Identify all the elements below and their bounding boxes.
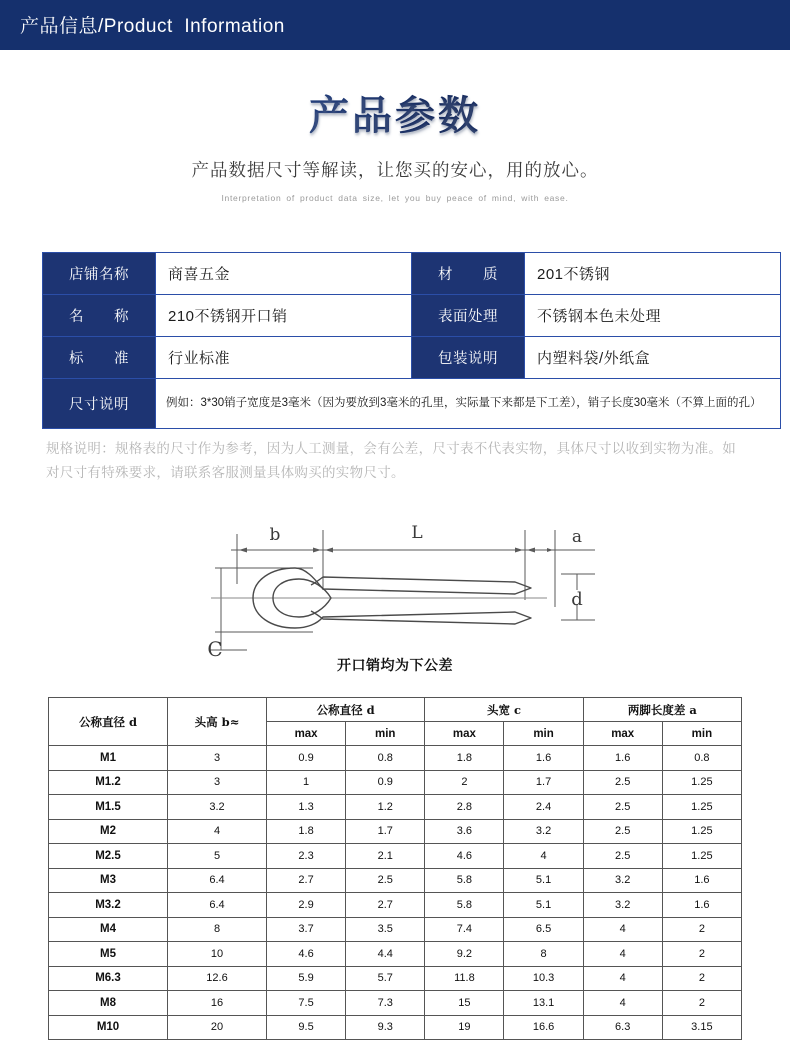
cell-nominal-diameter: M2.5 — [49, 844, 168, 869]
banner-title: 产品信息/Product Information — [20, 16, 285, 37]
table-row — [49, 966, 742, 991]
cell-value: 5.8 — [425, 893, 504, 918]
cell-value: 9.3 — [346, 1015, 425, 1040]
cell-value: 7.3 — [346, 991, 425, 1016]
cell-value: 4 — [583, 966, 662, 991]
cell-nominal-diameter: M10 — [49, 1015, 168, 1040]
table-row — [43, 379, 781, 429]
cell-value: 2 — [425, 770, 504, 795]
col-header-head-width-max: max — [425, 722, 504, 746]
table-row — [49, 819, 742, 844]
cell-value: 3.7 — [267, 917, 346, 942]
cell-value: 3.5 — [346, 917, 425, 942]
table-row — [49, 795, 742, 820]
tolerance-note: 开口销均为下公差 — [337, 657, 453, 673]
cell-nominal-diameter: M4 — [49, 917, 168, 942]
col-header-leg-diff-min: min — [662, 722, 741, 746]
cell-value: 5.8 — [425, 868, 504, 893]
cell-nominal-diameter: M3.2 — [49, 893, 168, 918]
cell-value: 1.25 — [662, 795, 741, 820]
table-row — [49, 1015, 742, 1040]
table-row — [49, 770, 742, 795]
cell-value: 1.25 — [662, 844, 741, 869]
col-header-diameter-min: min — [346, 722, 425, 746]
cell-value: 1.7 — [346, 819, 425, 844]
cell-head-height: 16 — [168, 991, 267, 1016]
cell-head-height: 12.6 — [168, 966, 267, 991]
cell-value: 2 — [662, 942, 741, 967]
product-info-body — [43, 253, 781, 429]
cell-value: 5.1 — [504, 893, 583, 918]
dimension-label-L: L — [411, 523, 423, 543]
cell-value: 2.7 — [267, 868, 346, 893]
col-header-group-head-width: 头宽 c — [425, 698, 583, 722]
specification-table — [48, 697, 742, 1040]
cell-value: 7.5 — [267, 991, 346, 1016]
cell-value: 3.2 — [504, 819, 583, 844]
cell-value: 3.6 — [425, 819, 504, 844]
col-header-diameter-max: max — [267, 722, 346, 746]
info-value-product-name: 210不锈钢开口销 — [156, 295, 412, 337]
cotter-pin-diagram — [195, 512, 615, 662]
info-value-standard: 行业标准 — [156, 337, 412, 379]
cell-value: 16.6 — [504, 1015, 583, 1040]
cell-value: 2.4 — [504, 795, 583, 820]
cell-value: 2.5 — [583, 844, 662, 869]
dimension-label-C: C — [207, 637, 223, 661]
cell-value: 4.6 — [267, 942, 346, 967]
col-header-group-leg-length-diff: 两脚长度差 a — [583, 698, 741, 722]
cell-value: 4.6 — [425, 844, 504, 869]
col-header-group-diameter: 公称直径 d — [267, 698, 425, 722]
col-header-leg-diff-max: max — [583, 722, 662, 746]
cell-value: 1.3 — [267, 795, 346, 820]
cell-nominal-diameter: M8 — [49, 991, 168, 1016]
cell-value: 2.8 — [425, 795, 504, 820]
cell-value: 8 — [504, 942, 583, 967]
cell-value: 1.8 — [425, 746, 504, 771]
table-row — [49, 746, 742, 771]
cell-head-height: 8 — [168, 917, 267, 942]
table-row — [49, 893, 742, 918]
info-value-surface-treatment: 不锈钢本色未处理 — [525, 295, 781, 337]
info-label-surface-treatment: 表面处理 — [412, 295, 525, 337]
cell-value: 4 — [504, 844, 583, 869]
cell-value: 15 — [425, 991, 504, 1016]
cell-head-height: 6.4 — [168, 868, 267, 893]
cell-value: 5.1 — [504, 868, 583, 893]
info-label-packaging: 包装说明 — [412, 337, 525, 379]
cell-value: 3.2 — [583, 868, 662, 893]
info-label-standard: 标 准 — [43, 337, 156, 379]
cell-value: 4.4 — [346, 942, 425, 967]
cell-value: 9.5 — [267, 1015, 346, 1040]
page-header-banner — [0, 0, 790, 50]
cell-value: 1.6 — [504, 746, 583, 771]
info-label-shop-name: 店铺名称 — [43, 253, 156, 295]
cell-value: 6.5 — [504, 917, 583, 942]
cotter-pin-drawing — [195, 512, 615, 662]
cell-value: 2.3 — [267, 844, 346, 869]
cell-value: 9.2 — [425, 942, 504, 967]
table-row — [43, 295, 781, 337]
cell-head-height: 20 — [168, 1015, 267, 1040]
table-header-row-groups — [49, 698, 742, 722]
cell-value: 0.9 — [267, 746, 346, 771]
cell-value: 2.7 — [346, 893, 425, 918]
cell-value: 11.8 — [425, 966, 504, 991]
cell-value: 2 — [662, 917, 741, 942]
specification-table-head — [49, 698, 742, 746]
info-value-shop-name: 商喜五金 — [156, 253, 412, 295]
cell-value: 2.5 — [346, 868, 425, 893]
table-row — [49, 868, 742, 893]
cell-head-height: 10 — [168, 942, 267, 967]
specification-disclaimer: 规格说明：规格表的尺寸作为参考，因为人工测量，会有公差，尺寸表不代表实物，具体尺寸以收到实物为准。如对尺寸有特殊要求，请联系客服测量具体购买的实物尺寸。 — [46, 441, 736, 480]
info-label-product-name: 名 称 — [43, 295, 156, 337]
cell-value: 1.6 — [662, 893, 741, 918]
cell-value: 3.2 — [583, 893, 662, 918]
table-row — [49, 942, 742, 967]
page-title: 产品参数 — [0, 94, 790, 139]
cell-nominal-diameter: M6.3 — [49, 966, 168, 991]
cell-nominal-diameter: M1.2 — [49, 770, 168, 795]
cell-head-height: 3.2 — [168, 795, 267, 820]
cell-value: 1.2 — [346, 795, 425, 820]
cell-value: 5.9 — [267, 966, 346, 991]
info-value-packaging: 内塑料袋/外纸盒 — [525, 337, 781, 379]
col-header-head-height: 头高 b≈ — [168, 698, 267, 746]
cell-nominal-diameter: M1.5 — [49, 795, 168, 820]
cell-head-height: 3 — [168, 770, 267, 795]
col-header-nominal-diameter: 公称直径 d — [49, 698, 168, 746]
cell-value: 1.6 — [662, 868, 741, 893]
cell-value: 6.3 — [583, 1015, 662, 1040]
info-label-size-description: 尺寸说明 — [43, 379, 156, 429]
table-row — [49, 991, 742, 1016]
cell-value: 1 — [267, 770, 346, 795]
cell-nominal-diameter: M1 — [49, 746, 168, 771]
cell-head-height: 3 — [168, 746, 267, 771]
cell-value: 2.1 — [346, 844, 425, 869]
cell-value: 1.8 — [267, 819, 346, 844]
dimension-label-b: b — [269, 525, 281, 545]
cell-head-height: 5 — [168, 844, 267, 869]
specification-table-body — [49, 746, 742, 1040]
cell-head-height: 4 — [168, 819, 267, 844]
dimension-label-d: d — [571, 589, 583, 610]
info-label-material: 材 质 — [412, 253, 525, 295]
table-row — [49, 917, 742, 942]
hero-subtitle-english: Interpretation of product data size, let you buy peace of mind, with ease. — [221, 192, 569, 203]
cell-value: 2.5 — [583, 770, 662, 795]
info-value-size-description: 例如：3*30销子宽度是3毫米（因为要放到3毫米的孔里，实际量下来都是下工差），销子长度30毫米（不算上面的孔） — [156, 379, 781, 429]
info-value-material: 201不锈钢 — [525, 253, 781, 295]
cell-value: 5.7 — [346, 966, 425, 991]
table-row — [43, 253, 781, 295]
cell-value: 19 — [425, 1015, 504, 1040]
cell-value: 1.7 — [504, 770, 583, 795]
cell-value: 2.5 — [583, 795, 662, 820]
cell-value: 1.6 — [583, 746, 662, 771]
cell-value: 2.9 — [267, 893, 346, 918]
cell-value: 0.9 — [346, 770, 425, 795]
cell-value: 2 — [662, 991, 741, 1016]
cell-value: 2.5 — [583, 819, 662, 844]
dimension-label-a: a — [571, 527, 583, 547]
cell-nominal-diameter: M3 — [49, 868, 168, 893]
cell-nominal-diameter: M2 — [49, 819, 168, 844]
table-row — [49, 844, 742, 869]
cell-value: 1.25 — [662, 770, 741, 795]
product-info-table — [42, 252, 781, 429]
cell-nominal-diameter: M5 — [49, 942, 168, 967]
cell-value: 4 — [583, 917, 662, 942]
cell-value: 2 — [662, 966, 741, 991]
cell-value: 0.8 — [346, 746, 425, 771]
cell-value: 10.3 — [504, 966, 583, 991]
hero-subtitle-chinese: 产品数据尺寸等解读，让您买的安心，用的放心。 — [191, 159, 599, 180]
hero-section — [0, 52, 790, 203]
cell-value: 3.15 — [662, 1015, 741, 1040]
cell-value: 4 — [583, 991, 662, 1016]
cell-value: 7.4 — [425, 917, 504, 942]
cell-value: 13.1 — [504, 991, 583, 1016]
table-row — [43, 337, 781, 379]
cell-value: 4 — [583, 942, 662, 967]
cell-value: 0.8 — [662, 746, 741, 771]
cell-head-height: 6.4 — [168, 893, 267, 918]
col-header-head-width-min: min — [504, 722, 583, 746]
cell-value: 1.25 — [662, 819, 741, 844]
